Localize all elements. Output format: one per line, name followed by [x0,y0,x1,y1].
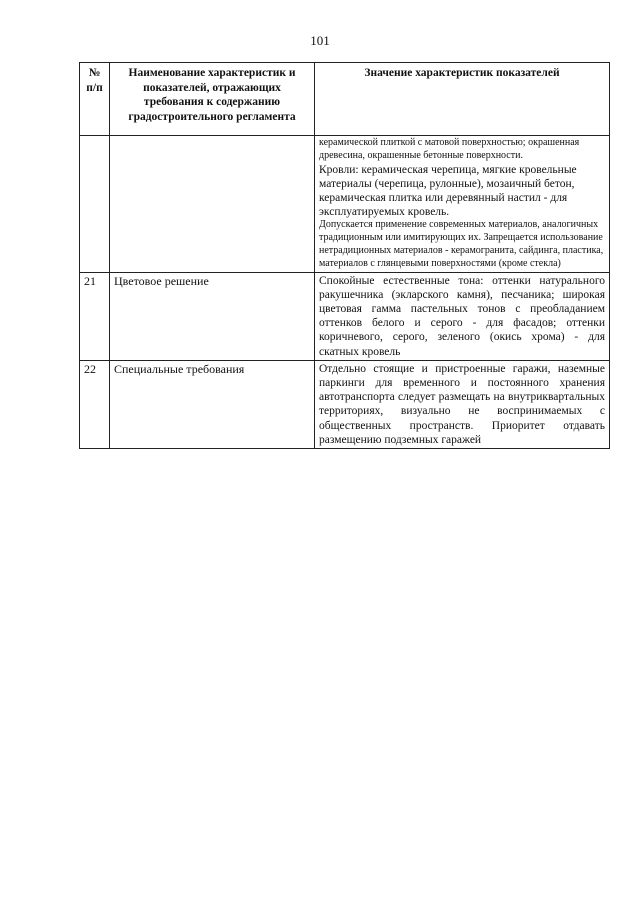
table-row-continued [80,136,610,273]
row-name: Цветовое решение [110,272,315,360]
table-row [80,272,610,360]
row-num [80,136,110,273]
row-num: 22 [80,360,110,448]
row-name: Специальные требования [110,360,315,448]
header-value: Значение характеристик показателей [315,63,610,136]
header-name: Наименование характеристик и показателей, отражающих требования к содержанию градостроительного регламента [110,63,315,136]
value-paragraph: Допускается применение современных материалов, аналогичных традиционным или имитирующих их. Запрещается использование нетрадиционных материалов - керамогранита, сайдинга, пластика, материалов с глянцевыми поверхностями (кроме стекла) [319,219,604,269]
value-paragraph: Кровли: керамическая черепица, мягкие кровельные материалы (черепица, рулонные), мозаичный бетон, керамическая плитка или деревянный настил - для эксплуатируемых кровель. [319,163,577,219]
regulation-table [79,62,610,449]
table-header-row [80,63,610,136]
value-paragraph: керамической плиткой с матовой поверхностью; окрашенная древесина, окрашенные бетонные поверхности. [319,137,580,161]
row-name [110,136,315,273]
header-num: № п/п [80,63,110,136]
row-value: Спокойные естественные тона: оттенки натурального ракушечника (экларского камня), песчаника; широкая цветовая гамма пастельных тонов с преобладанием оттенков белого и серого - для фасадов; оттенки коричневого, серого, зеленого (окись хрома) - для скатных кровель [315,272,610,360]
page-number: 101 [310,33,330,48]
row-value: Отдельно стоящие и пристроенные гаражи, наземные паркинги для временного и постоянного хранения автотранспорта следует размещать на внутриквартальных территориях, визуально не воспринимаемых с общественных пространств. Приоритет отдавать размещению подземных гаражей [315,360,610,448]
row-num: 21 [80,272,110,360]
row-value [315,136,610,273]
table-row [80,360,610,448]
